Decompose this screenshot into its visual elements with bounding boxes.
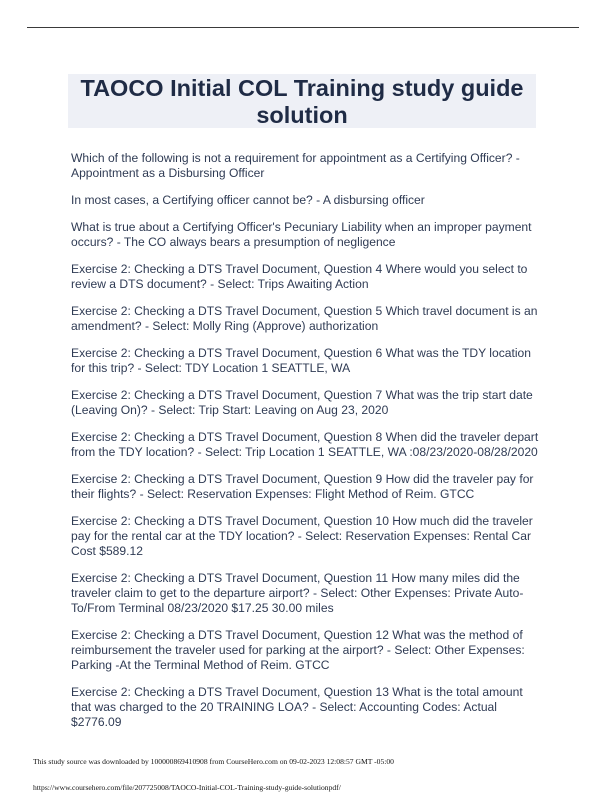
qa-item-13: Exercise 2: Checking a DTS Travel Document, Question 13 What is the total amount that was charged to the 20 TRAINING LOA? - Select: Accounting Codes: Actual $2776.09 — [71, 685, 523, 729]
qa-item-2: In most cases, a Certifying officer cannot be? - A disbursing officer — [71, 193, 425, 207]
qa-item-8: Exercise 2: Checking a DTS Travel Document, Question 8 When did the traveler depart from the TDY location? - Select: Trip Location 1 SEATTLE, WA :08/23/2020-08/28/2020 — [71, 430, 539, 459]
header-rule — [27, 27, 579, 28]
qa-item-11: Exercise 2: Checking a DTS Travel Document, Question 11 How many miles did the traveler claim to get to the departure airport? - Select: Other Expenses: Private Auto- To/From Terminal 08/23/2020 $17.25 30.00 miles — [71, 571, 524, 615]
qa-item-7: Exercise 2: Checking a DTS Travel Document, Question 7 What was the trip start date (Leaving On)? - Select: Trip Start: Leaving on Aug 23, 2020 — [71, 388, 533, 417]
qa-item-6: Exercise 2: Checking a DTS Travel Document, Question 6 What was the TDY location for this trip? - Select: TDY Location 1 SEATTLE, WA — [71, 346, 531, 375]
qa-item-4: Exercise 2: Checking a DTS Travel Document, Question 4 Where would you select to review a DTS document? - Select: Trips Awaiting Action — [71, 262, 528, 291]
document-title: TAOCO Initial COL Training study guide solution — [80, 75, 524, 128]
qa-item-12: Exercise 2: Checking a DTS Travel Document, Question 12 What was the method of reimbursement the traveler used for parking at the airport? - Select: Other Expenses: Parking -At the Terminal Method of Reim. GTCC — [71, 628, 525, 672]
qa-item-3: What is true about a Certifying Officer's Pecuniary Liability when an improper payment occurs? - The CO always bears a presumption of negligence — [71, 220, 532, 249]
qa-item-9: Exercise 2: Checking a DTS Travel Document, Question 9 How did the traveler pay for their flights? - Select: Reservation Expenses: Flight Method of Reim. GTCC — [71, 472, 534, 501]
qa-item-10: Exercise 2: Checking a DTS Travel Document, Question 10 How much did the traveler pay for the rental car at the TDY location? - Select: Reservation Expenses: Rental Car Cost $589.12 — [71, 514, 533, 558]
qa-list — [71, 151, 541, 730]
title-box — [68, 74, 536, 128]
qa-item-1: Which of the following is not a requirement for appointment as a Certifying Officer? - Appointment as a Disbursing Officer — [71, 151, 520, 180]
qa-item-5: Exercise 2: Checking a DTS Travel Document, Question 5 Which travel document is an amendment? - Select: Molly Ring (Approve) authorization — [71, 304, 538, 333]
download-notice: This study source was downloaded by 100000869410908 from CourseHero.com on 09-02-2023 12:08:57 GMT -05:00 — [33, 757, 394, 766]
source-url[interactable]: https://www.coursehero.com/file/207725008/TAOCO-Initial-COL-Training-study-guide-solutionpdf/ — [33, 783, 341, 792]
